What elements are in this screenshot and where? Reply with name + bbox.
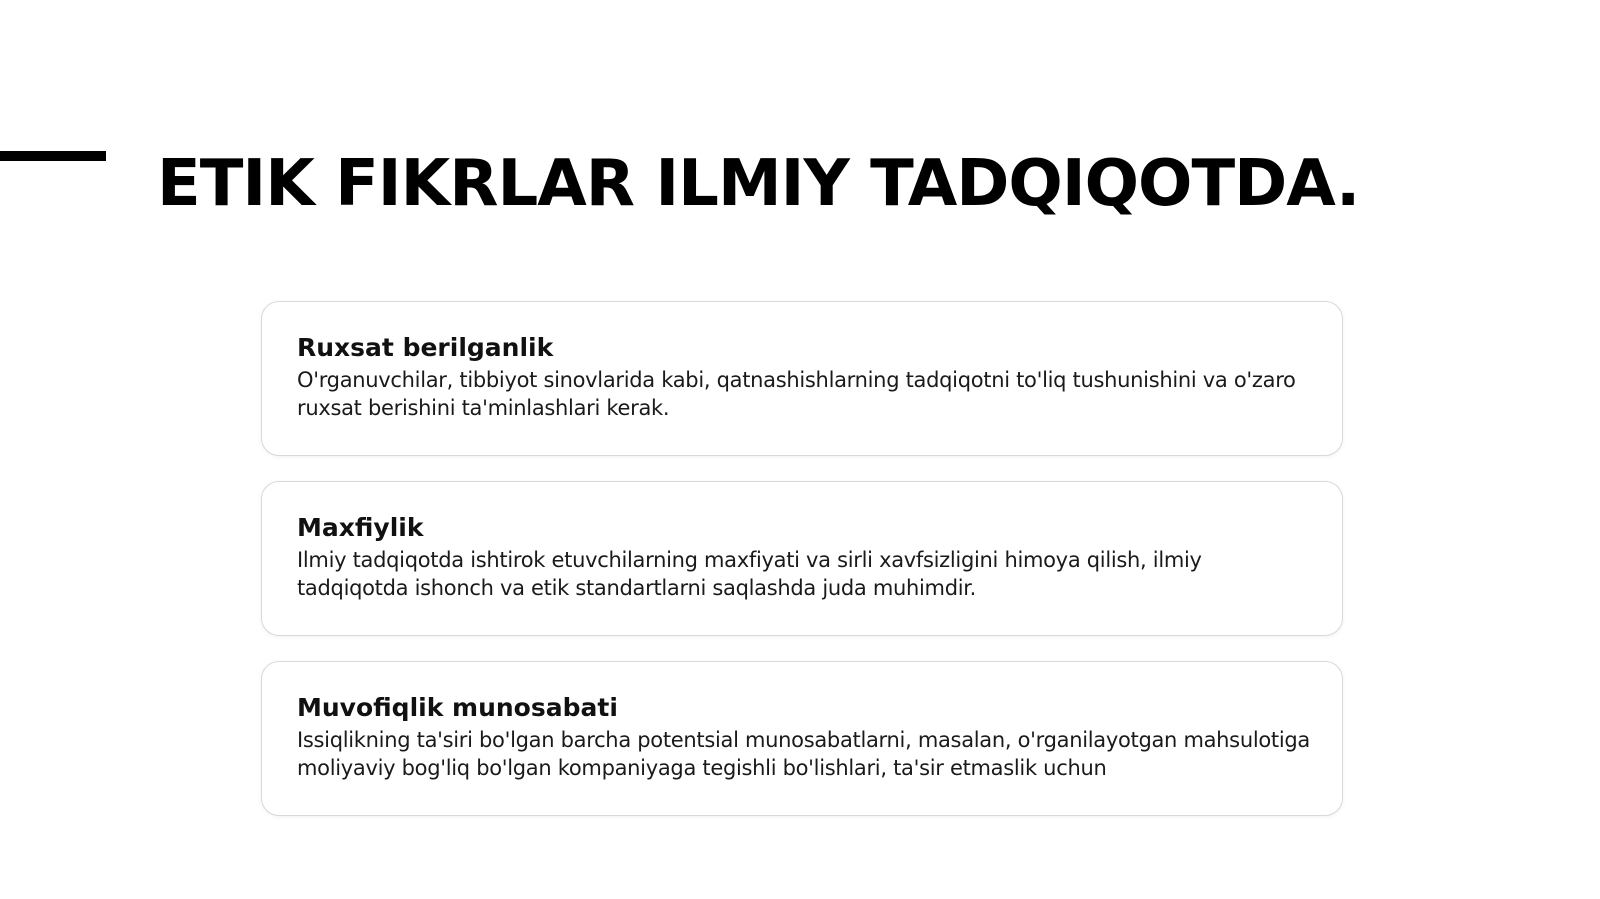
card-text: Issiqlikning ta'siri bo'lgan barcha potentsial munosabatlarni, masalan, o'rganilayotgan mahsulotiga moliyaviy bog'liq bo'lgan kompaniyaga tegishli bo'lishlari, ta'sir etmaslik uchun [297, 728, 1310, 780]
card-conflict-of-interest [261, 661, 1343, 816]
title-accent-bar [0, 151, 106, 161]
card-informed-consent [261, 301, 1343, 456]
card-confidentiality [261, 481, 1343, 636]
card-heading: Maxfiylik [297, 513, 424, 542]
card-heading: Muvofiqlik munosabati [297, 693, 618, 722]
slide-title: ETIK FIKRLAR ILMIY TADQIQOTDA. [157, 147, 1360, 221]
card-heading: Ruxsat berilganlik [297, 333, 554, 362]
card-text: Ilmiy tadqiqotda ishtirok etuvchilarning maxfiyati va sirli xavfsizligini himoya qilish, ilmiy tadqiqotda ishonch va etik standartlarni saqlashda juda muhimdir. [297, 548, 1202, 600]
card-text: O'rganuvchilar, tibbiyot sinovlarida kabi, qatnashishlarning tadqiqotni to'liq tushunishini va o'zaro ruxsat berishini ta'minlashlari kerak. [297, 368, 1296, 420]
